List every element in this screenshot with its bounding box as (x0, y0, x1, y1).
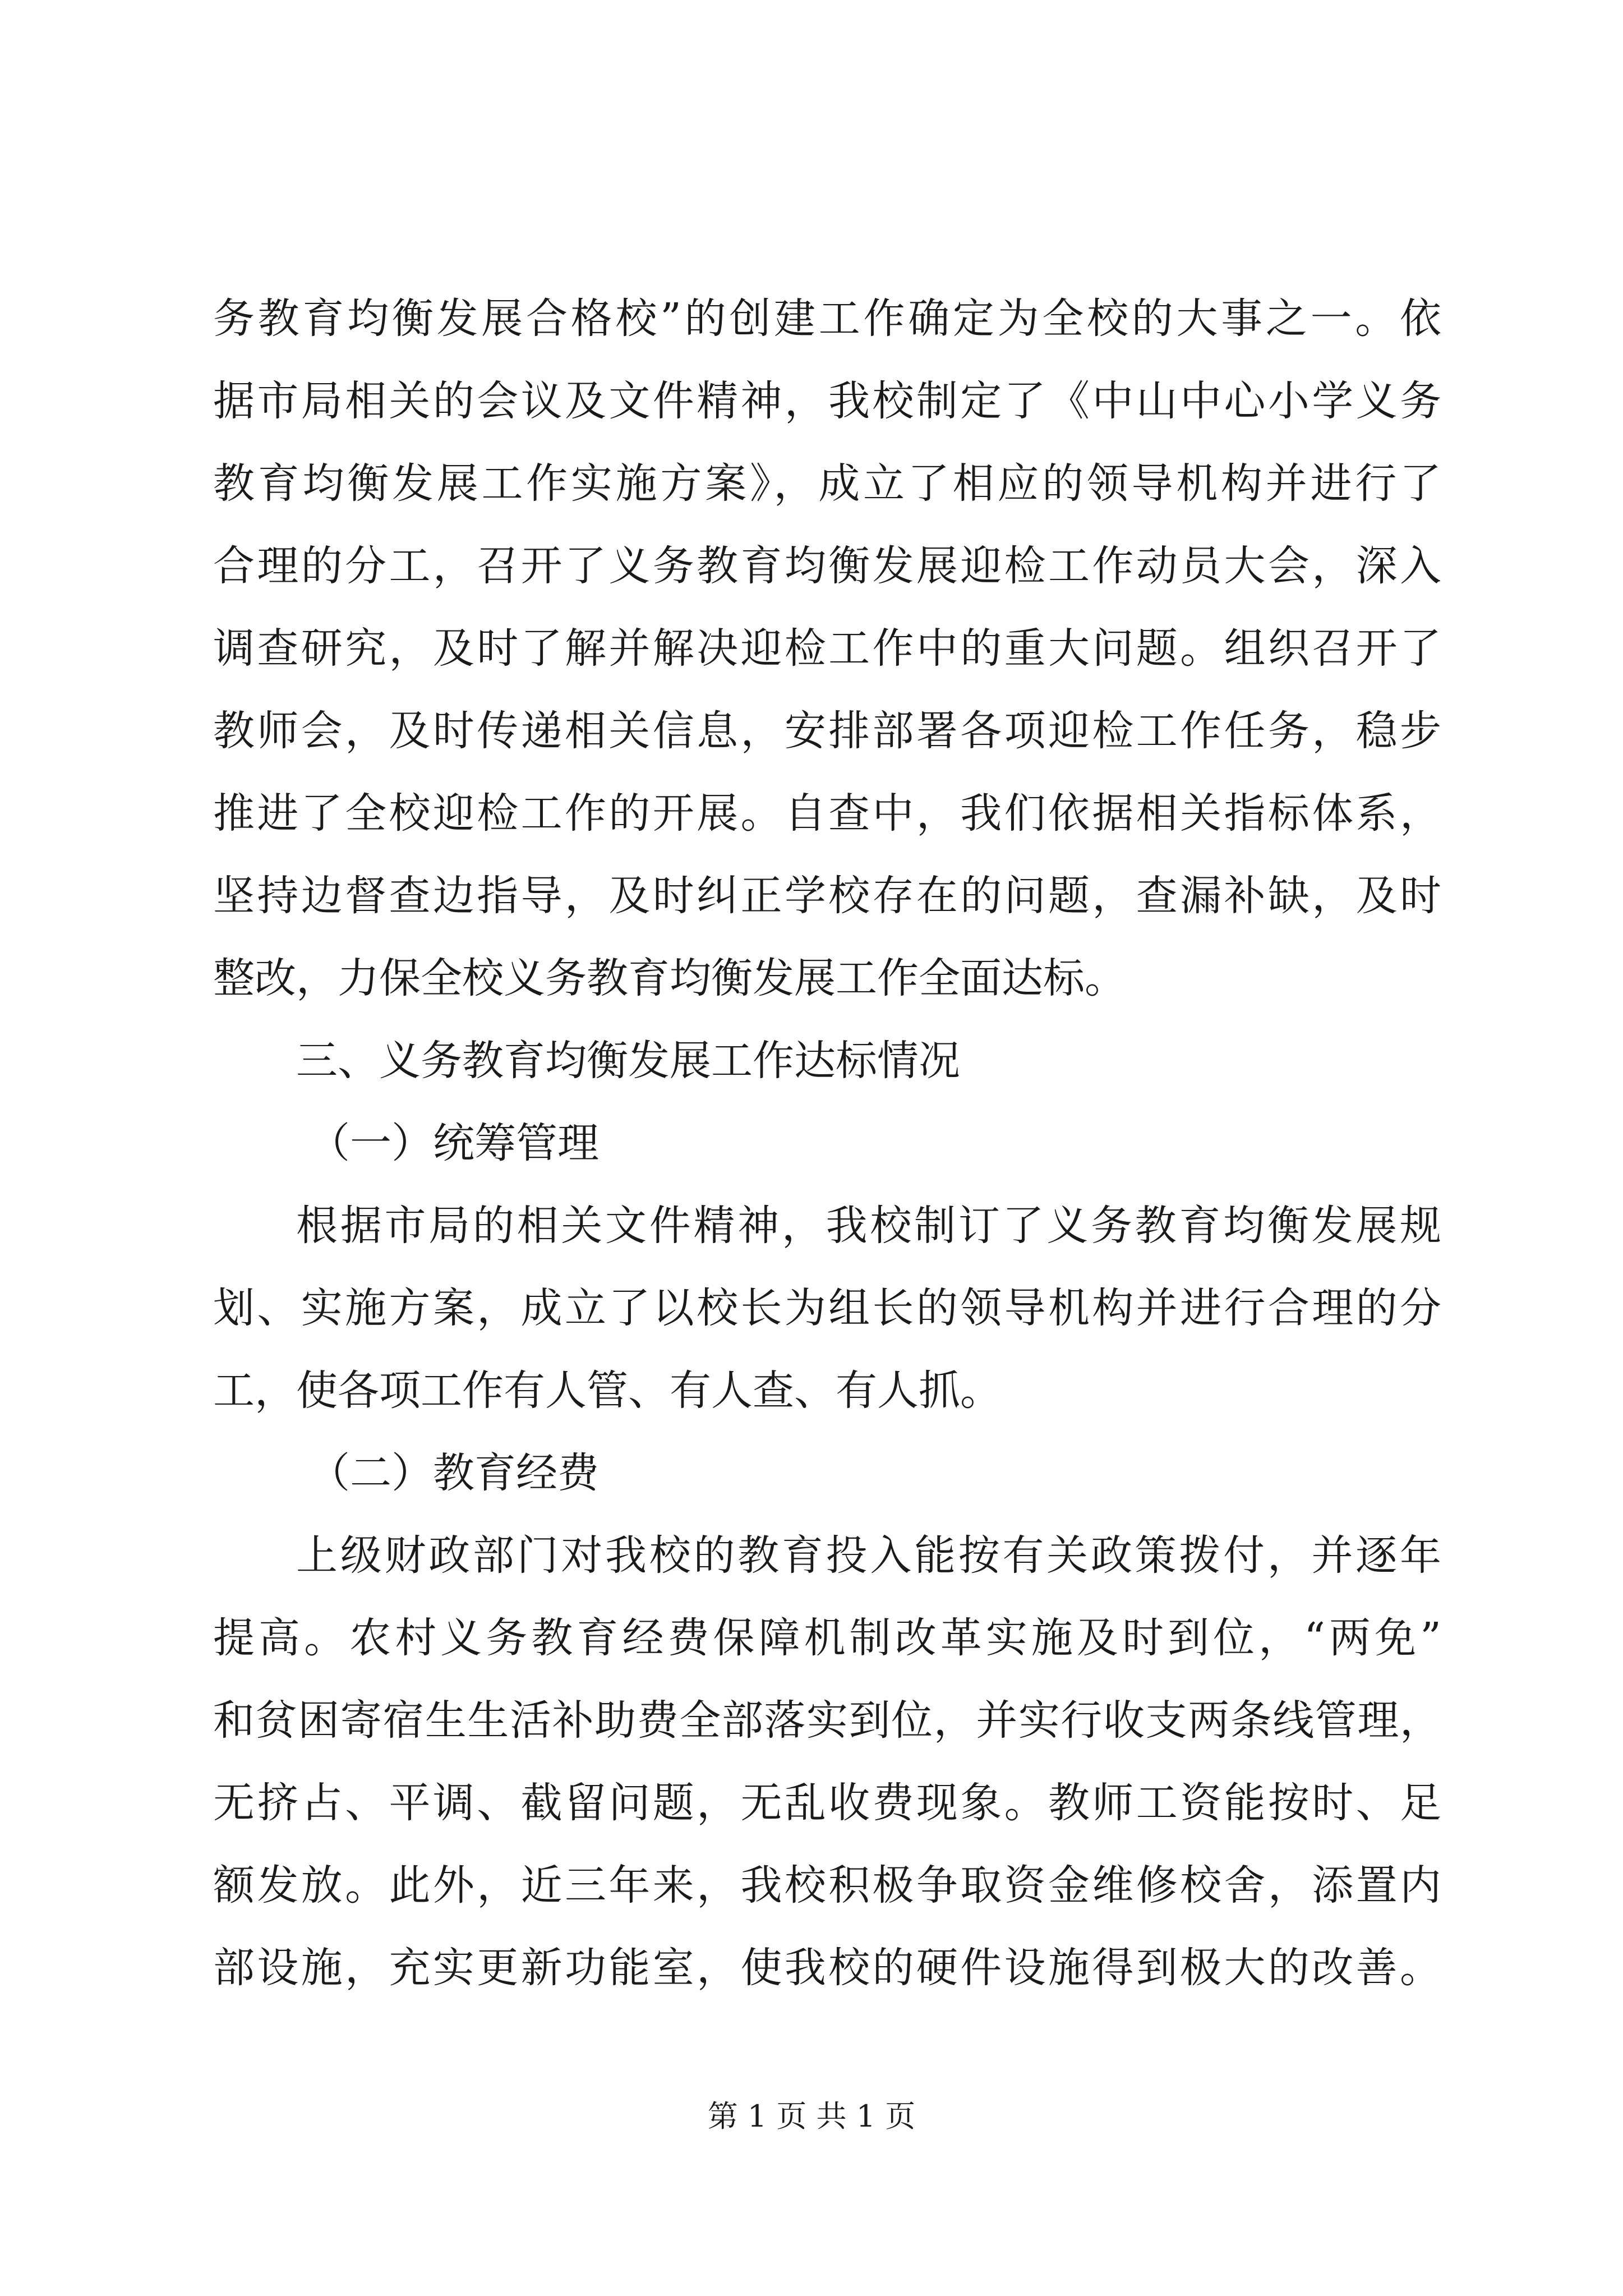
subsection-heading: （一）统筹管理 (308, 1119, 599, 1167)
page-number-footer: 第 1 页 共 1 页 (707, 2099, 916, 2134)
body-line: 整改，力保全校义务教育均衡发展工作全面达标。 (213, 954, 1126, 1002)
body-line: 务教育均衡发展合格校”的创建工作确定为全校的大事之一。依 (213, 295, 1441, 343)
body-line: 调查研究，及时了解并解决迎检工作中的重大问题。组织召开了 (213, 624, 1441, 673)
body-line: 教育均衡发展工作实施方案》，成立了相应的领导机构并进行了 (213, 459, 1441, 508)
section-heading: 三、义务教育均衡发展工作达标情况 (296, 1037, 960, 1085)
body-line: 上级财政部门对我校的教育投入能按有关政策拨付，并逐年 (296, 1531, 1441, 1580)
body-line: 工，使各项工作有人管、有人查、有人抓。 (213, 1366, 1002, 1415)
body-line: 划、实施方案，成立了以校长为组长的领导机构并进行合理的分 (213, 1284, 1441, 1332)
body-line: 根据市局的相关文件精神，我校制订了义务教育均衡发展规 (296, 1202, 1441, 1250)
body-line: 额发放。此外，近三年来，我校积极争取资金维修校舍，添置内 (213, 1861, 1441, 1910)
body-line: 部设施，充实更新功能室，使我校的硬件设施得到极大的改善。 (213, 1944, 1441, 1992)
body-line: 合理的分工，召开了义务教育均衡发展迎检工作动员大会，深入 (213, 542, 1441, 590)
body-line: 据市局相关的会议及文件精神，我校制定了《中山中心小学义务 (213, 377, 1441, 425)
body-line: 教师会，及时传递相关信息，安排部署各项迎检工作任务，稳步 (213, 707, 1441, 755)
document-body (213, 278, 1441, 2009)
body-line: 推进了全校迎检工作的开展。自查中，我们依据相关指标体系， (213, 789, 1441, 838)
body-line: 无挤占、平调、截留问题，无乱收费现象。教师工资能按时、足 (213, 1779, 1441, 1827)
subsection-heading: （二）教育经费 (308, 1449, 599, 1497)
body-line: 提高。农村义务教育经费保障机制改革实施及时到位，“两免” (213, 1614, 1441, 1662)
body-line: 坚持边督查边指导，及时纠正学校存在的问题，查漏补缺，及时 (213, 872, 1441, 920)
body-line: 和贫困寄宿生生活补助费全部落实到位，并实行收支两条线管理， (213, 1696, 1441, 1745)
